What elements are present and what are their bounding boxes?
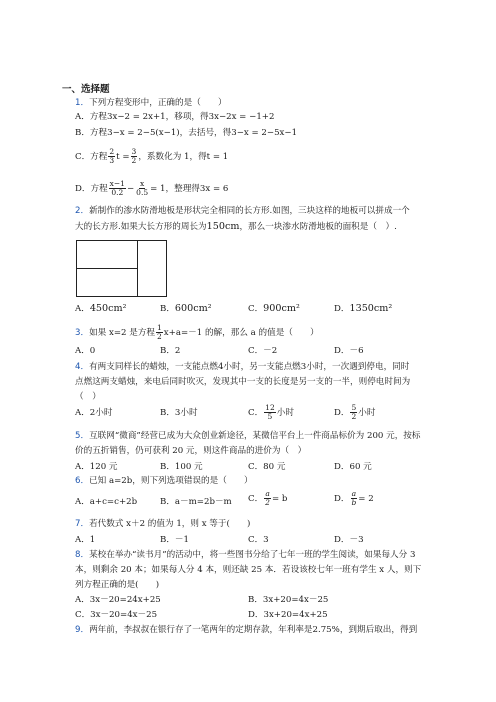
question-4-stem-line2: 点燃这两支蜡烛，来电后同时吹灭，发现其中一支的长度是另一支的一半，则停电时间为	[75, 377, 411, 387]
question-number: 5．	[75, 431, 90, 441]
q8-option-a: A．3x－20=24x+25	[75, 595, 161, 605]
question-text: 下列方程变形中，正确的是（ ）	[89, 98, 227, 108]
q6-option-b: B．a－m=2b－m	[160, 497, 232, 507]
fraction: $\frac{5}{2}$	[351, 403, 357, 421]
q6-option-d: D． $\frac{a}{b}$ = 2	[334, 489, 374, 507]
question-number: 3．	[75, 328, 90, 338]
q5-option-a: A．120 元	[75, 462, 118, 472]
q7-option-a: A．1	[75, 535, 96, 545]
question-number: 4．	[75, 362, 90, 372]
q3-option-b: B．2	[160, 346, 181, 356]
q3-option-c: C．－2	[248, 346, 278, 356]
question-text: ，到期后取出，得到	[339, 625, 418, 635]
perimeter-value: 150cm	[206, 221, 240, 232]
equation: = 1	[150, 184, 166, 194]
q2-option-b: B．600cm²	[160, 303, 212, 314]
question-7-stem	[75, 519, 250, 530]
question-number: 1．	[75, 98, 90, 108]
q1-option-b	[75, 128, 297, 139]
equation: 3−x = 2−5x−1	[231, 128, 298, 138]
question-number: 6．	[75, 476, 90, 486]
question-text: 两年前，李叔叔在银行存了一笔两年的定期存款，年利率是	[89, 625, 313, 635]
question-5-stem-line2: 价的五折销售，仍可获利 20 元，则这件商品的进价为（ ）	[75, 446, 307, 456]
question-2-stem-line1	[75, 206, 410, 217]
question-text: 某校在举办“读书月”的活动中，将一些图书分给了七年一班的学生阅读，如果每人分 3	[89, 550, 416, 560]
q2-option-c: C．900cm²	[248, 303, 300, 314]
question-2-stem-line2	[75, 221, 397, 233]
question-text: ，那么一块渗水防滑地板的面积是（ ）.	[239, 222, 397, 232]
option-label: D．方程	[75, 184, 108, 194]
q5-option-d: D．60 元	[334, 462, 372, 472]
question-text: 已知 a=2b，则下列选项错误的是（ ）	[89, 476, 253, 486]
question-4-stem-line1	[75, 362, 409, 373]
question-8-stem-line2: 本，则剩余 20 本；如果每人分 4 本，则还缺 25 本．若设该校七年一班有学生 x 人，则下	[75, 565, 422, 575]
question-8-stem-line3: 列方程正确的是( )	[75, 580, 160, 590]
q6-option-c: C． $\frac{a}{2}$ = b	[248, 489, 288, 507]
question-9-stem	[75, 625, 417, 636]
question-4-stem-line3: （ ）	[75, 392, 101, 402]
fraction: $\frac{2}{3}$	[109, 147, 115, 165]
question-text: 若代数式 x＋2 的值为 1，则 x 等于( )	[89, 519, 251, 529]
q1-option-a	[75, 112, 274, 123]
equation: t = 1	[206, 152, 229, 162]
q8-option-c: C．3x－20=4x－25	[75, 610, 158, 620]
question-number: 9．	[75, 625, 90, 635]
q2-option-d: D．1350cm²	[334, 303, 393, 314]
q4-option-b: B．3小时	[160, 408, 198, 418]
fraction: $\frac{12}{5}$	[265, 403, 275, 421]
fraction: $\frac{a}{b}$	[351, 489, 357, 507]
q5-option-c: C．80 元	[248, 462, 286, 472]
q3-option-a: A．0	[75, 346, 96, 356]
question-1-stem	[75, 98, 227, 109]
question-3-stem	[75, 324, 319, 341]
question-number: 8．	[75, 550, 90, 560]
option-text: ，移项，得	[165, 112, 209, 122]
question-text: 如果 x=2 是方程	[89, 328, 156, 338]
fraction: $\frac{x-1}{0.2}$	[109, 179, 125, 197]
q5-option-b: B．100 元	[160, 462, 203, 472]
equation: 3−x = 2−5(x−1)	[107, 128, 180, 138]
option-label: A．方程	[75, 112, 107, 122]
interest-rate: 2.75%	[312, 625, 340, 635]
q6-option-a: A．a+c=c+2b	[75, 497, 138, 507]
option-text: ，去括号，得	[179, 128, 232, 138]
q7-option-c: C．3	[248, 535, 269, 545]
fraction: $\frac{1}{2}$	[157, 323, 162, 341]
minus-sign: −	[126, 184, 135, 194]
question-8-stem-line1	[75, 550, 415, 561]
equation: 3x = 6	[199, 184, 229, 194]
option-text: ，整理得	[165, 184, 200, 194]
question-text: 互联网“微商”经营已成为大众创业新途径，某微信平台上一件商品标价为 200 元，按标	[89, 431, 421, 441]
equation: 3x−2 = 2x+1	[107, 112, 166, 122]
question-5-stem-line1	[75, 431, 421, 442]
q4-option-c: C． $\frac{12}{5}$ 小时	[248, 403, 294, 421]
q1-option-d	[75, 180, 228, 197]
question-number: 7．	[75, 519, 90, 529]
equation: t =	[116, 152, 130, 162]
q4-option-a: A．2小时	[75, 408, 113, 418]
question-text: 新制作的渗水防滑地板是形状完全相同的长方形.如图，三块这样的地板可以拼成一个	[89, 206, 410, 216]
section-title: 一、选择题	[62, 84, 110, 95]
question-text: x+a=－1 的解，那么 a 的值是（ ）	[163, 328, 319, 338]
question-text: 大的长方形.如果大长方形的周长为	[75, 222, 207, 232]
floor-tiles-figure	[76, 240, 168, 298]
equation: 3x−2x = −1+2	[208, 112, 275, 122]
option-label: B．方程	[75, 128, 108, 138]
q3-option-d: D．－6	[334, 346, 364, 356]
q4-option-d: D． $\frac{5}{2}$ 小时	[334, 403, 376, 421]
option-text: ，系数化为 1，得	[138, 152, 207, 162]
option-label: C．方程	[75, 152, 108, 162]
q8-option-d: D．3x+20=4x+25	[248, 610, 328, 620]
question-6-stem	[75, 476, 253, 487]
fraction: $\frac{x}{0.5}$	[136, 179, 149, 197]
fraction: $\frac{3}{2}$	[131, 147, 137, 165]
question-text: 有两支同样长的蜡烛，一支能点燃4小时，另一支能点燃3小时，一次遇到停电，同时	[89, 362, 410, 372]
q7-option-b: B．－1	[160, 535, 189, 545]
q2-option-a: A．450cm²	[75, 303, 127, 314]
question-number: 2．	[75, 206, 90, 216]
q8-option-b: B．3x+20=4x－25	[248, 595, 329, 605]
q1-option-c	[75, 148, 228, 165]
q7-option-d: D．－3	[334, 535, 364, 545]
fraction: $\frac{a}{2}$	[265, 489, 270, 507]
